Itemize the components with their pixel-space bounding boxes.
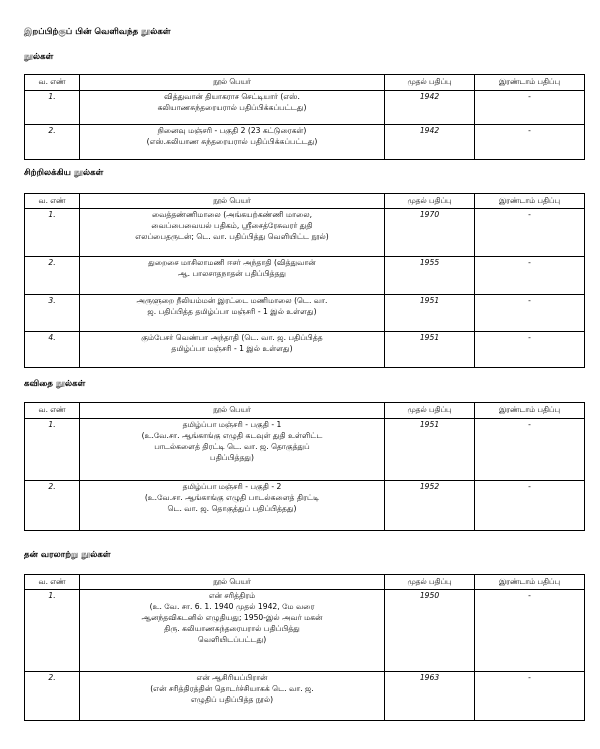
- book-name-line: திரு. கலியாணசுந்தரையரால் பதிப்பித்து: [164, 624, 300, 633]
- book-name-line: நினைவு மஞ்சரி - பகுதி 2 (23 கட்டுரைகள்): [157, 126, 307, 135]
- header-first-edition: முதல் பதிப்பு: [385, 403, 475, 419]
- book-name-line: வைத்தண்ணிமாலை (அங்கயற்கண்ணி மாலை,: [151, 210, 313, 219]
- book-name-line: தமிழ்ப்பா மஞ்சரி - 1 இல் உள்ளது): [171, 344, 293, 353]
- table-row: [25, 257, 585, 295]
- table-row: [25, 419, 585, 481]
- header-second-edition: இரண்டாம் பதிப்பு: [475, 194, 585, 209]
- table-row: [25, 481, 585, 531]
- book-name-line: வித்துவான் தியாகராச செட்டியார் (எஸ்.: [164, 92, 300, 101]
- row-number: 1.: [25, 590, 80, 672]
- first-edition-year: 1951: [385, 332, 475, 368]
- book-name-line: வைப்பைவையல் பதிகம், ஸ்ரீசைத்ரேசுவரர் துதி: [151, 221, 313, 230]
- book-name: [80, 125, 385, 160]
- table-header-row: [25, 403, 585, 419]
- first-edition-year: 1950: [385, 590, 475, 672]
- book-name-line: (உ. வே. சா. 6. 1. 1940 முதல் 1942, மே வரை: [149, 602, 315, 611]
- book-name-line: கும்பேசர் வெண்பா அந்தாதி (டெ. வா. ஜ. பதிப்பித்த: [141, 333, 323, 342]
- book-name: [80, 481, 385, 531]
- first-edition-year: 1951: [385, 295, 475, 332]
- header-no: வ. எண்: [25, 403, 80, 419]
- second-edition-year: -: [475, 91, 585, 125]
- second-edition-year: -: [475, 209, 585, 257]
- book-name: [80, 257, 385, 295]
- row-number: 3.: [25, 295, 80, 332]
- header-name: நூல் பெயர்: [80, 403, 385, 419]
- book-name: [80, 91, 385, 125]
- header-first-edition: முதல் பதிப்பு: [385, 575, 475, 590]
- book-name: [80, 590, 385, 672]
- header-second-edition: இரண்டாம் பதிப்பு: [475, 75, 585, 91]
- table-row: [25, 209, 585, 257]
- book-name: [80, 209, 385, 257]
- row-number: 1.: [25, 419, 80, 481]
- table-row: [25, 590, 585, 672]
- row-number: 2.: [25, 672, 80, 721]
- book-name-line: கலியாணசுந்தரையரால் பதிப்பிக்கப்பட்டது): [157, 103, 307, 112]
- row-number: 2.: [25, 481, 80, 531]
- book-name-line: (என் சரித்திரத்தின் தொடர்ச்சியாகக் டெ. வா. ஜ.: [150, 684, 314, 693]
- first-edition-year: 1942: [385, 91, 475, 125]
- section-title-books: நூல்கள்: [24, 52, 54, 62]
- book-name-line: வெளியிடப்பட்டது): [197, 635, 267, 644]
- section-title-autobiography: தன் வரலாற்று நூல்கள்: [24, 550, 111, 560]
- second-edition-year: -: [475, 419, 585, 481]
- second-edition-year: -: [475, 257, 585, 295]
- row-number: 2.: [25, 125, 80, 160]
- first-edition-year: 1955: [385, 257, 475, 295]
- table-header-row: [25, 194, 585, 209]
- book-name-line: ஆ. பாலசாதநாதன் பதிப்பித்தது: [178, 269, 286, 278]
- row-number: 1.: [25, 91, 80, 125]
- row-number: 2.: [25, 257, 80, 295]
- header-name: நூல் பெயர்: [80, 75, 385, 91]
- second-edition-year: -: [475, 295, 585, 332]
- table-header-row: [25, 75, 585, 91]
- table-row: [25, 332, 585, 368]
- header-no: வ. எண்: [25, 75, 80, 91]
- second-edition-year: -: [475, 332, 585, 368]
- book-name-line: எழுதிப் பதிப்பித்த நூல்): [190, 695, 274, 704]
- header-no: வ. எண்: [25, 194, 80, 209]
- section-title-poetry: கவிதை நூல்கள்: [24, 379, 86, 389]
- second-edition-year: -: [475, 125, 585, 160]
- book-name-line: துறைசை மாசிலாமணி ஈசர் அந்தாதி (வித்துவான்: [148, 258, 316, 267]
- table-autobiography: [24, 574, 585, 721]
- book-name-line: என் ஆசிரியப்பிரான்: [196, 673, 268, 682]
- table-row: [25, 91, 585, 125]
- first-edition-year: 1942: [385, 125, 475, 160]
- first-edition-year: 1970: [385, 209, 475, 257]
- book-name-line: அருளுறை நீலியம்மன் இரட்டை மணிமாலை (டெ. வா.: [136, 296, 328, 305]
- header-no: வ. எண்: [25, 575, 80, 590]
- table-header-row: [25, 575, 585, 590]
- row-number: 4.: [25, 332, 80, 368]
- book-name: [80, 672, 385, 721]
- book-name-line: (உ.வே.சா. ஆங்காங்கு எழுதி கடவுள் துதி உள்ளிட்ட: [141, 431, 323, 440]
- book-name-line: பதிப்பித்தது): [210, 453, 254, 462]
- header-second-edition: இரண்டாம் பதிப்பு: [475, 403, 585, 419]
- book-name-line: ஜ. பதிப்பித்த தமிழ்ப்பா மஞ்சரி - 1 இல் உள்ளது): [147, 307, 317, 316]
- book-name-line: (உ.வே.சா. ஆங்காங்கு எழுதி பாடல்களைத் திரட்டி: [144, 493, 320, 502]
- second-edition-year: -: [475, 672, 585, 721]
- book-name: [80, 419, 385, 481]
- second-edition-year: -: [475, 590, 585, 672]
- book-name-line: டெ. வா. ஜ. தொகுத்துப் பதிப்பித்தது): [167, 504, 297, 513]
- book-name: [80, 332, 385, 368]
- table-row: [25, 125, 585, 160]
- row-number: 1.: [25, 209, 80, 257]
- section-title-minor-literature: சிற்றிலக்கிய நூல்கள்: [24, 168, 104, 178]
- book-name-line: (எஸ்.கலியாண சுந்தரையரால் பதிப்பிக்கப்பட்டது): [146, 137, 318, 146]
- table-row: [25, 672, 585, 721]
- table-poetry: [24, 402, 585, 531]
- header-name: நூல் பெயர்: [80, 575, 385, 590]
- book-name-line: எலப்பைதருடன்; டெ. வா. பதிப்பித்து வெளியிட்ட நூல்): [135, 232, 329, 241]
- second-edition-year: -: [475, 481, 585, 531]
- first-edition-year: 1952: [385, 481, 475, 531]
- table-minor-literature: [24, 193, 585, 368]
- table-row: [25, 295, 585, 332]
- book-name-line: என் சரித்திரம்: [208, 591, 256, 600]
- header-name: நூல் பெயர்: [80, 194, 385, 209]
- book-name-line: தமிழ்ப்பா மஞ்சரி - பகுதி - 1: [182, 420, 282, 429]
- book-name: [80, 295, 385, 332]
- table-books: [24, 74, 585, 160]
- book-name-line: பாடல்களைத் திரட்டி டெ. வா. ஜ. தொகுத்துப்: [154, 442, 310, 451]
- book-name-line: தமிழ்ப்பா மஞ்சரி - பகுதி - 2: [182, 482, 282, 491]
- header-second-edition: இரண்டாம் பதிப்பு: [475, 575, 585, 590]
- header-first-edition: முதல் பதிப்பு: [385, 194, 475, 209]
- book-name-line: ஆனந்தவிகடனில் எழுதியது; 1950-இல் அவர் மகன்: [141, 613, 323, 622]
- page-title: இறப்பிற்குப் பின் வெளிவந்த நூல்கள்: [24, 27, 171, 37]
- first-edition-year: 1951: [385, 419, 475, 481]
- first-edition-year: 1963: [385, 672, 475, 721]
- header-first-edition: முதல் பதிப்பு: [385, 75, 475, 91]
